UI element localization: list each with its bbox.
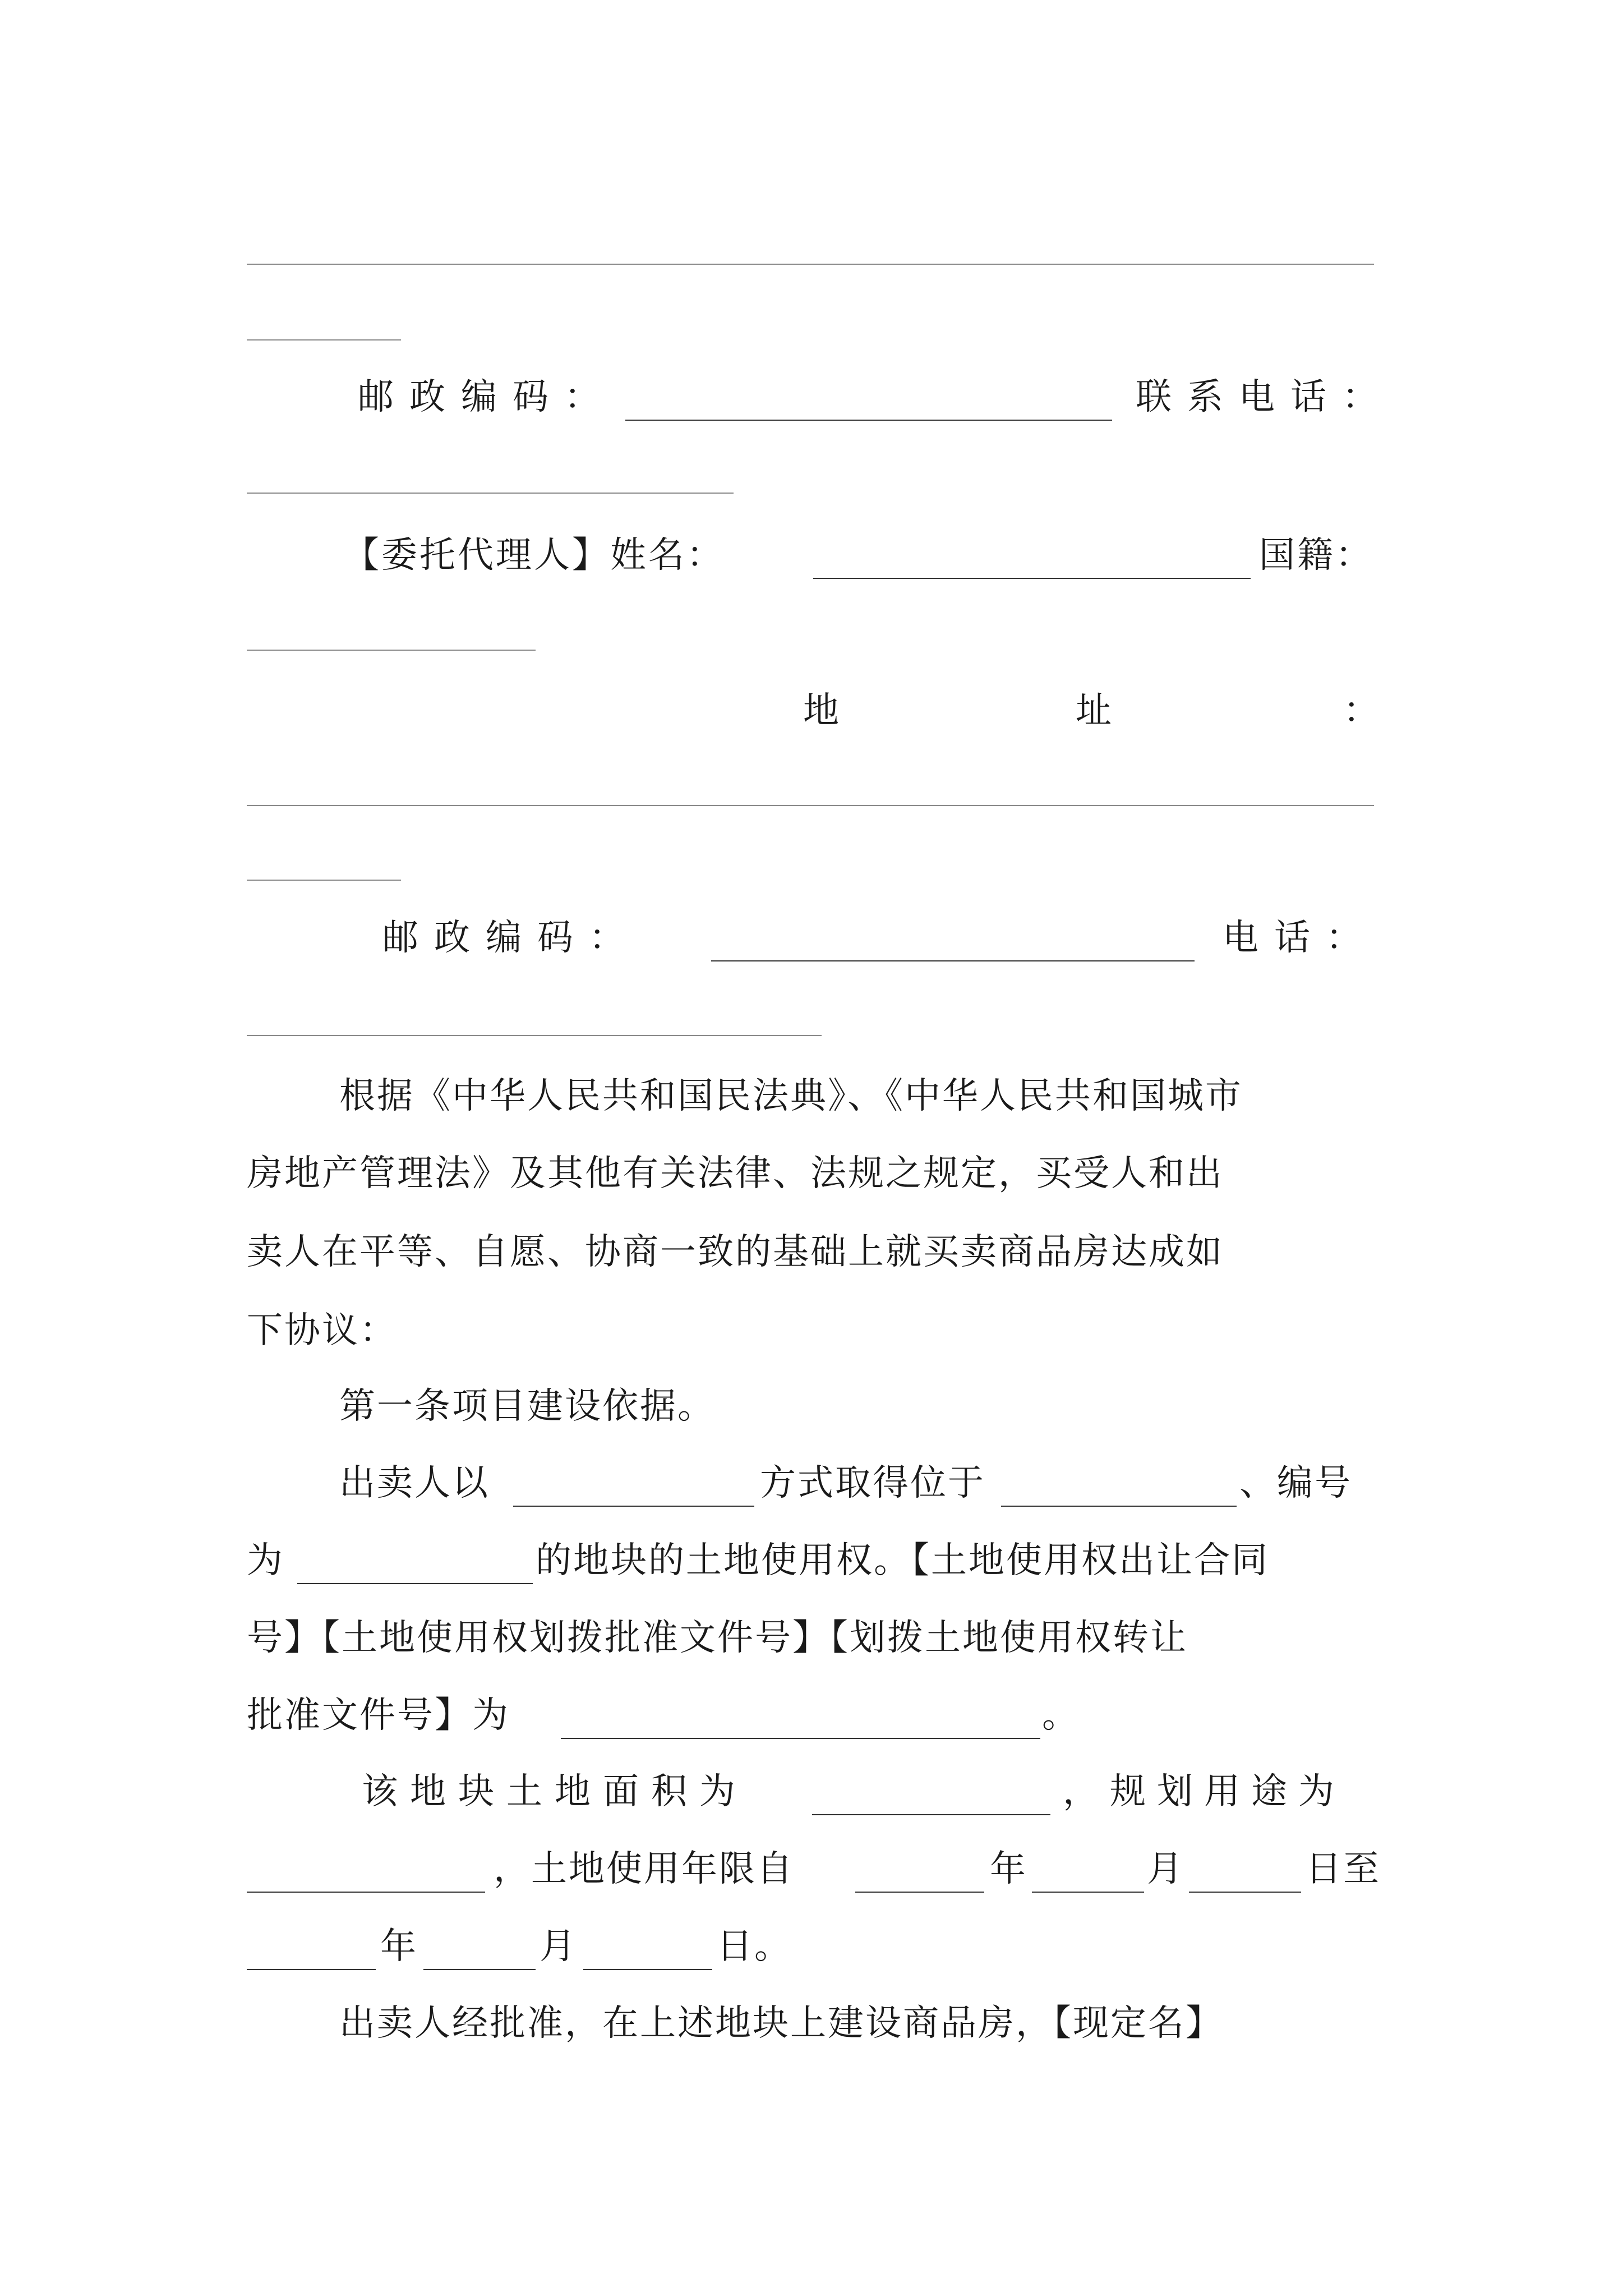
agent-postal-code-label: 邮政编码： [382, 917, 640, 959]
preamble-line-1: 根据《中华人民共和国民法典》、《中华人民共和国城市 [339, 1075, 1243, 1117]
year-label-1: 年 [990, 1848, 1026, 1890]
start-year-blank[interactable] [855, 1892, 984, 1893]
p1-text-a: 出卖人以 [339, 1462, 490, 1504]
p3-text: 出卖人经批准，在上述地块上建设商品房，【现定名】 [339, 2003, 1223, 2044]
preamble-line-3: 卖人在平等、自愿、协商一致的基础上就买卖商品房达成如 [247, 1231, 1224, 1273]
p1-text-b: 方式取得位于 [760, 1462, 985, 1504]
agent-name-blank[interactable] [813, 578, 1251, 579]
agent-phone-label: 电话： [1223, 917, 1377, 959]
agent-address-line-tail [247, 880, 401, 881]
article-1-heading: 第一条项目建设依据。 [339, 1386, 715, 1427]
agent-postal-code-blank[interactable] [711, 960, 1195, 961]
phone-blank[interactable] [247, 493, 734, 494]
end-day-blank[interactable] [583, 1969, 712, 1970]
p1-text-g: 批准文件号】为 [247, 1695, 510, 1736]
address-line-1-tail [247, 339, 401, 341]
agent-name-label: 【委托代理人】姓名： [343, 535, 725, 576]
phone-label: 联系电话： [1136, 376, 1394, 418]
p2-text-b: ，规划用途为 [1063, 1771, 1345, 1812]
approval-number-blank[interactable] [561, 1738, 1040, 1739]
agent-phone-blank[interactable] [247, 1035, 822, 1036]
start-day-blank[interactable] [1189, 1892, 1301, 1893]
address-label-1: 地 [803, 690, 839, 731]
address-line-1 [247, 264, 1374, 265]
land-area-blank[interactable] [812, 1814, 1050, 1815]
acquire-method-blank[interactable] [513, 1506, 754, 1507]
p1-text-d: 为 [247, 1540, 283, 1581]
day-to-label: 日至 [1306, 1848, 1381, 1890]
plot-number-blank[interactable] [297, 1583, 533, 1584]
end-month-blank[interactable] [423, 1969, 536, 1970]
postal-code-label: 邮政编码： [358, 376, 616, 418]
day-end-label: 日。 [717, 1926, 792, 1967]
address-label-2: 址 [1076, 690, 1112, 731]
p1-text-h: 。 [1042, 1695, 1078, 1736]
month-label-2: 月 [540, 1926, 575, 1967]
p1-text-f: 号】【土地使用权划拨批准文件号】【划拨土地使用权转让 [247, 1617, 1188, 1659]
p1-text-e: 的地块的土地使用权。【土地使用权出让合同 [536, 1540, 1269, 1581]
month-label-1: 月 [1147, 1848, 1183, 1890]
preamble-line-2: 房地产管理法》及其他有关法律、法规之规定，买受人和出 [247, 1153, 1224, 1194]
planned-use-blank[interactable] [247, 1892, 485, 1893]
nationality-blank[interactable] [247, 650, 536, 651]
postal-code-blank[interactable] [625, 420, 1112, 421]
end-year-blank[interactable] [247, 1969, 376, 1970]
p2-text-c: ，土地使用年限自 [494, 1848, 794, 1890]
start-month-blank[interactable] [1032, 1892, 1144, 1893]
location-blank[interactable] [1001, 1506, 1237, 1507]
address-colon: ： [1343, 690, 1379, 731]
preamble-line-4: 下协议： [247, 1310, 397, 1351]
nationality-label: 国籍： [1259, 535, 1373, 576]
year-label-2: 年 [380, 1926, 416, 1967]
p2-text-a: 该地块土地面积为 [362, 1771, 748, 1812]
p1-text-c: 、编号 [1239, 1462, 1352, 1504]
agent-address-line[interactable] [247, 805, 1374, 806]
